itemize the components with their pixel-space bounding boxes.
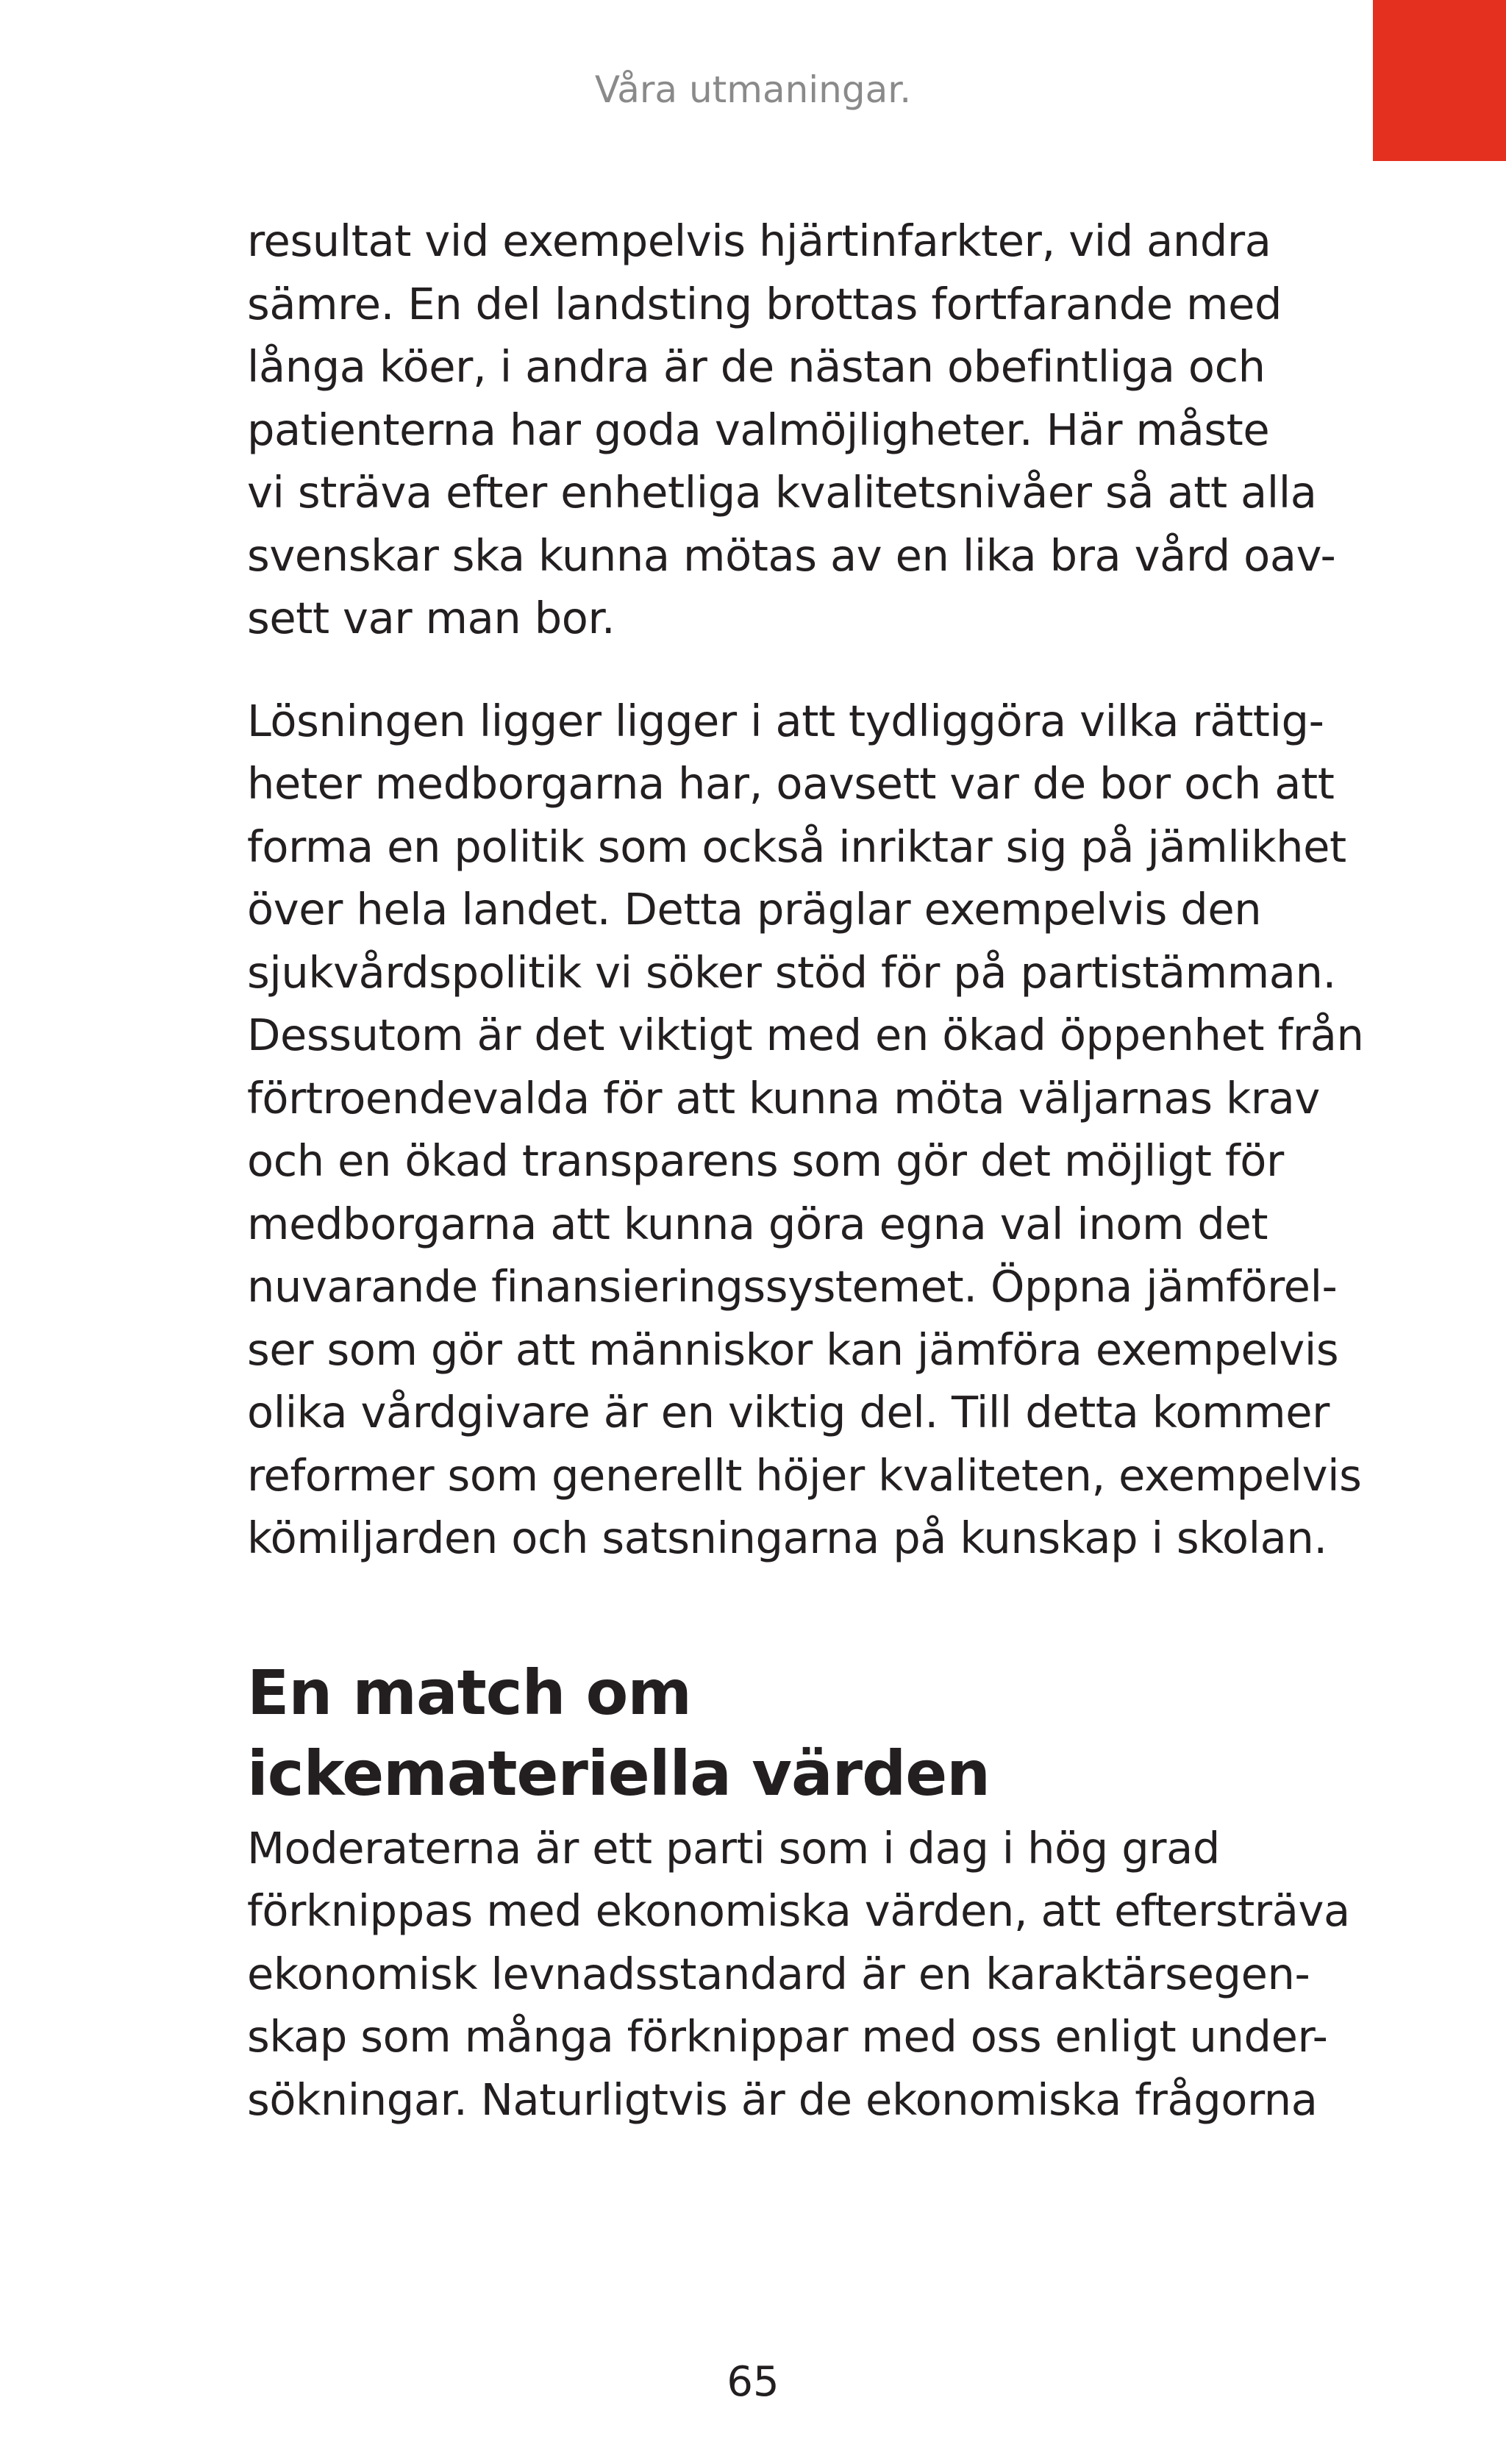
text-line: Dessutom är det viktigt med en ökad öppenhet från	[247, 1010, 1364, 1060]
heading-line: ickemateriella värden	[247, 1737, 990, 1810]
text-line: heter medborgarna har, oavsett var de bor och att	[247, 758, 1335, 809]
text-line: nuvarande finansieringssystemet. Öppna jämförel-	[247, 1261, 1338, 1312]
text-line: sjukvårdspolitik vi söker stöd för på partistämman.	[247, 946, 1336, 998]
text-line: forma en politik som också inriktar sig på jämlikhet	[247, 821, 1346, 872]
text-line: skap som många förknippar med oss enligt under-	[247, 2011, 1328, 2062]
text-line: reformer som generellt höjer kvaliteten, exempelvis	[247, 1449, 1362, 1501]
text-line: över hela landet. Detta präglar exempelvis den	[247, 884, 1262, 935]
text-line: Lösningen ligger ligger i att tydliggöra vilka rättig-	[247, 695, 1324, 746]
text-line: långa köer, i andra är de nästan obefintliga och	[247, 341, 1266, 392]
paragraph-1	[247, 210, 1350, 650]
text-line: förtroendevalda för att kunna möta väljarnas krav	[247, 1072, 1320, 1124]
text-line: ser som gör att människor kan jämföra exempelvis	[247, 1324, 1339, 1375]
text-line: sett var man bor.	[247, 593, 615, 643]
text-line: förknippas med ekonomiska värden, att eftersträva	[247, 1885, 1350, 1936]
heading-line: En match om	[247, 1656, 691, 1729]
text-line: ekonomisk levnadsstandard är en karaktärsegen-	[247, 1948, 1310, 1999]
text-line: sämre. En del landsting brottas fortfarande med	[247, 278, 1282, 329]
text-line: kömiljarden och satsningarna på kunskap i skolan.	[247, 1513, 1327, 1563]
text-line: vi sträva efter enhetliga kvalitetsnivåer så att alla	[247, 467, 1317, 518]
text-line: sökningar. Naturligtvis är de ekonomiska frågorna	[247, 2074, 1318, 2125]
page-number: 65	[727, 2358, 779, 2406]
running-header: Våra utmaningar.	[594, 68, 912, 111]
text-line: och en ökad transparens som gör det möjligt för	[247, 1135, 1284, 1186]
paragraph-2	[247, 690, 1364, 1570]
text-line: medborgarna att kunna göra egna val inom det	[247, 1198, 1268, 1249]
text-line: patienterna har goda valmöjligheter. Här måste	[247, 404, 1270, 455]
text-line: svenskar ska kunna mötas av en lika bra vård oav-	[247, 529, 1336, 581]
text-line: olika vårdgivare är en viktig del. Till detta kommer	[247, 1387, 1330, 1438]
paragraph-3	[247, 1817, 1350, 2132]
text-line: Moderaterna är ett parti som i dag i hög grad	[247, 1822, 1220, 1874]
text-line: resultat vid exempelvis hjärtinfarkter, vid andra	[247, 215, 1271, 266]
section-heading	[247, 1655, 1350, 1811]
page-body	[247, 210, 1364, 2131]
